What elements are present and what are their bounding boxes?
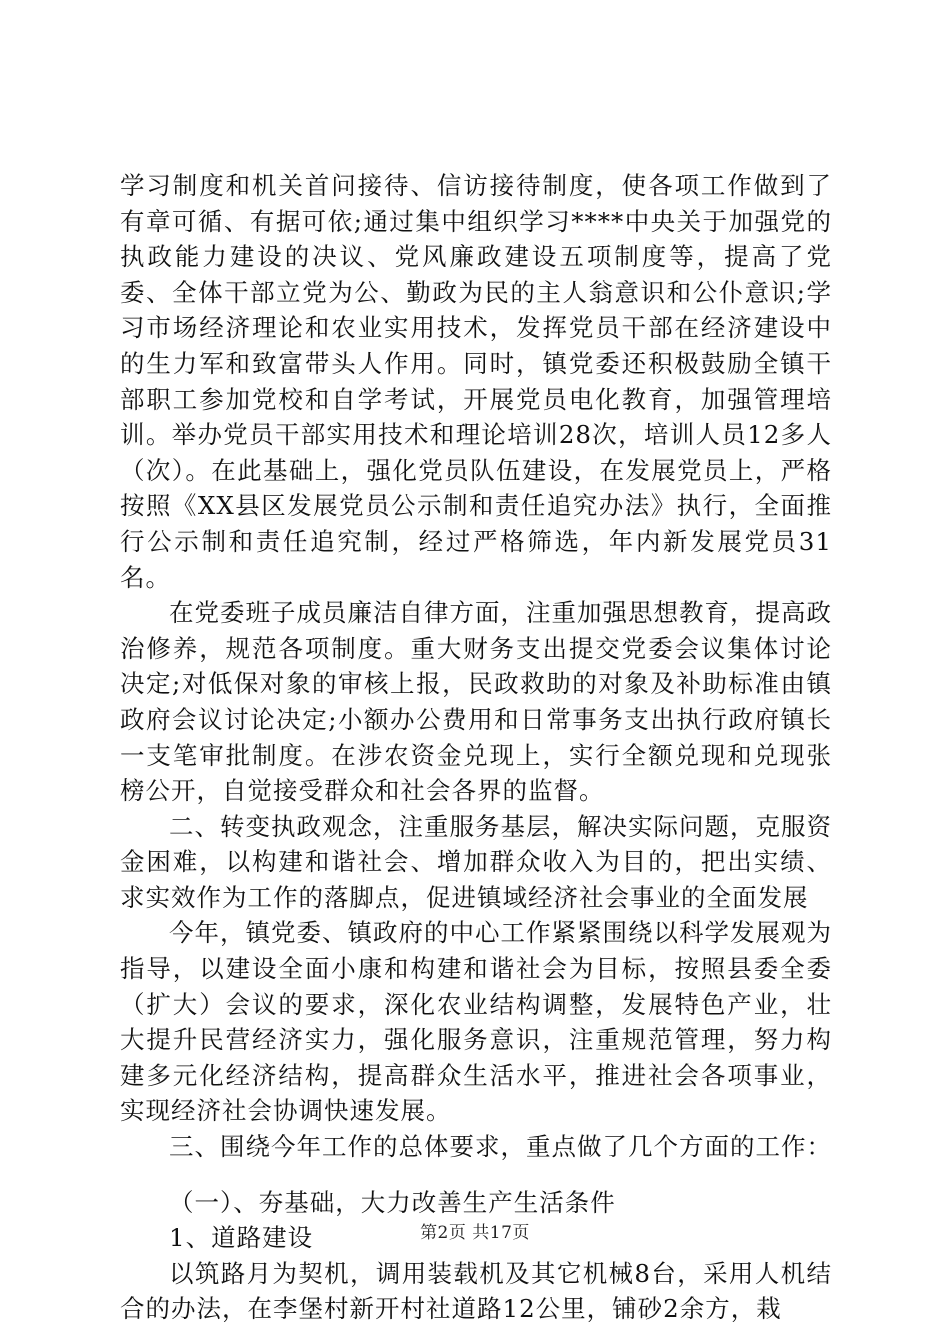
paragraph-this-year: 今年，镇党委、镇政府的中心工作紧紧围绕以科学发展观为指导，以建设全面小康和构建和谐社会为目标，按照县委全委（扩大）会议的要求，深化农业结构调整，发展特色产业，壮大提升民营经济实力，强化服务意识，注重规范管理，努力构建多元化经济结构，提高群众生活水平，推进社会各项事业，实现经济社会协调快速发展。 <box>120 918 832 1126</box>
subsection-heading: （一）、夯基础，大力改善生产生活条件 <box>169 1187 616 1217</box>
paragraph-self-discipline: 在党委班子成员廉洁自律方面，注重加强思想教育，提高政治修养，规范各项制度。重大财务支出提交党委会议集体讨论决定;对低保对象的审核上报，民政救助的对象及补助标准由镇政府会议讨论决定;小额办公费用和日常事务支出执行政府镇长一支笔审批制度。在涉农资金兑现上，实行全额兑现和兑现张榜公开，自觉接受群众和社会各界的监督。 <box>120 598 832 806</box>
page-number-footer: 第2页 共17页 <box>420 1223 530 1243</box>
section-heading-2: 二、转变执政观念，注重服务基层，解决实际问题，克服资金困难，以构建和谐社会、增加群众收入为目的，把出实绩、求实效作为工作的落脚点，促进镇域经济社会事业的全面发展 <box>120 811 832 912</box>
paragraph-continuation: 学习制度和机关首问接待、信访接待制度，使各项工作做到了有章可循、有据可依;通过集中组织学习****中央关于加强党的执政能力建设的决议、党风廉政建设五项制度等，提高了党委、全体干部立党为公、勤政为民的主人翁意识和公仆意识;学习市场经济理论和农业实用技术，发挥党员干部在经济建设中的生力军和致富带头人作用。同时，镇党委还积极鼓励全镇干部职工参加党校和自学考试，开展党员电化教育，加强管理培训。举办党员干部实用技术和理论培训28次，培训人员12多人（次）。在此基础上，强化党员队伍建设，在发展党员上，严格按照《XX县区发展党员公示制和责任追究办法》执行，全面推行公示制和责任追究制，经过严格筛选，年内新发展党员31名。 <box>120 171 832 592</box>
item-heading: 1、道路建设 <box>169 1223 314 1253</box>
document-body <box>120 168 832 1327</box>
paragraph-road-construction: 以筑路月为契机，调用装载机及其它机械8台，采用人机结合的办法，在李堡村新开村社道路12公里，铺砂2余方，栽 <box>120 1258 832 1324</box>
section-heading-3: 三、围绕今年工作的总体要求，重点做了几个方面的工作： <box>169 1132 832 1162</box>
